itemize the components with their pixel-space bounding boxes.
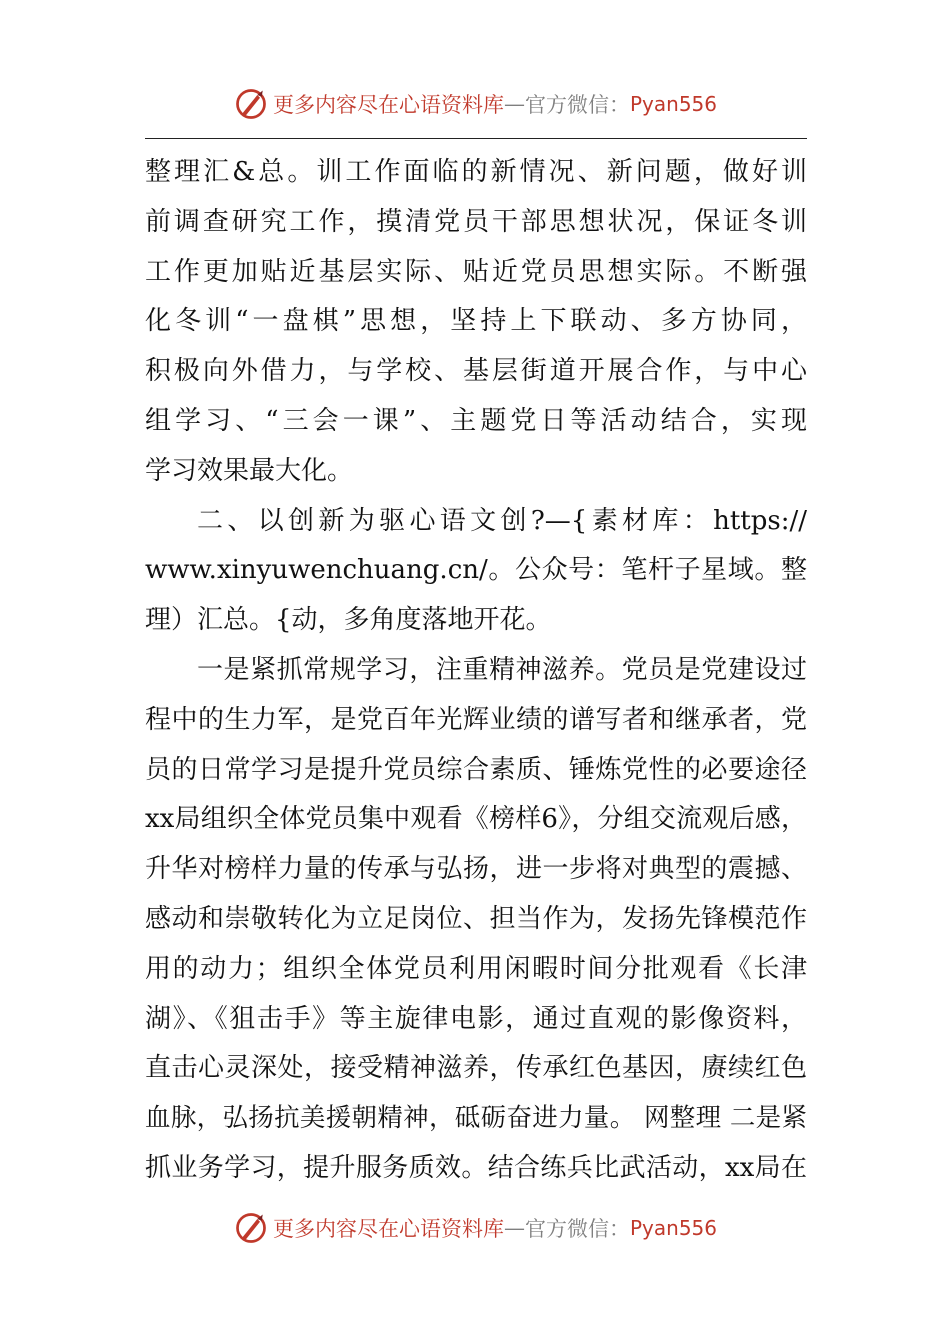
text-line: 程中的生力军，是党百年光辉业绩的谱写者和继承者，党 (145, 704, 807, 735)
text-line: 工作更加贴近基层实际、贴近党员思想实际。不断强 (145, 256, 807, 287)
footer-banner (0, 1208, 950, 1248)
text-line: www.xinyuwenchuang.cn/。公众号：笔杆子星域。整 (145, 555, 807, 586)
text-line: 化冬训“一盘棋”思想，坚持上下联动、多方协同， (145, 306, 807, 337)
text-line: 学习效果最大化。 (145, 455, 354, 486)
text-line: 感动和崇敬转化为立足岗位、担当作为，发扬先锋模范作 (145, 903, 807, 934)
header-banner (0, 84, 950, 124)
text-line: 抓业务学习，提升服务质效。结合练兵比武活动，xx局在 (145, 1152, 807, 1183)
header-divider (145, 138, 807, 139)
quill-logo-icon (233, 86, 269, 122)
text-line: 用的动力；组织全体党员利用闲暇时间分批观看《长津 (145, 953, 807, 984)
text-line: xx局组织全体党员集中观看《榜样6》，分组交流观后感， (145, 804, 807, 835)
header-separator: — (503, 92, 525, 116)
section-heading-line: 二、以创新为驱心语文创?—{素材库：https:// (197, 505, 807, 536)
quill-logo-icon (233, 1210, 269, 1246)
text-line: 升华对榜样力量的传承与弘扬，进一步将对典型的震撼、 (145, 854, 807, 885)
text-line: 血脉，弘扬抗美援朝精神，砥砺奋进力量。 网整理 二是紧 (145, 1103, 807, 1134)
body-text (145, 148, 807, 1194)
footer-text: 更多内容尽在心语资料库 (272, 1217, 504, 1241)
text-line: 员的日常学习是提升党员综合素质、锤炼党性的必要途径 (145, 754, 807, 785)
header-wechat-label: 官方微信： (524, 93, 630, 117)
text-line: 直击心灵深处，接受精神滋养，传承红色基因，赓续红色 (145, 1053, 807, 1084)
text-line: 理）汇总。{动，多角度落地开花。 (145, 605, 552, 636)
text-line: 整理汇&总。训工作面临的新情况、新问题，做好训 (145, 157, 807, 187)
header-wechat-id: Pyan556 (629, 92, 717, 116)
paragraph-start-line: 一是紧抓常规学习，注重精神滋养。党员是党建设过 (197, 654, 807, 685)
footer-wechat-label: 官方微信： (524, 1217, 630, 1241)
footer-separator: — (503, 1216, 525, 1240)
header-text: 更多内容尽在心语资料库 (272, 93, 504, 117)
footer-wechat-id: Pyan556 (629, 1216, 717, 1240)
text-line: 积极向外借力，与学校、基层街道开展合作，与中心 (145, 356, 807, 387)
text-line: 前调查研究工作，摸清党员干部思想状况，保证冬训 (145, 206, 807, 237)
text-line: 湖》、《狙击手》等主旋律电影，通过直观的影像资料， (145, 1003, 807, 1034)
text-line: 组学习、“三会一课”、主题党日等活动结合，实现 (145, 405, 807, 436)
